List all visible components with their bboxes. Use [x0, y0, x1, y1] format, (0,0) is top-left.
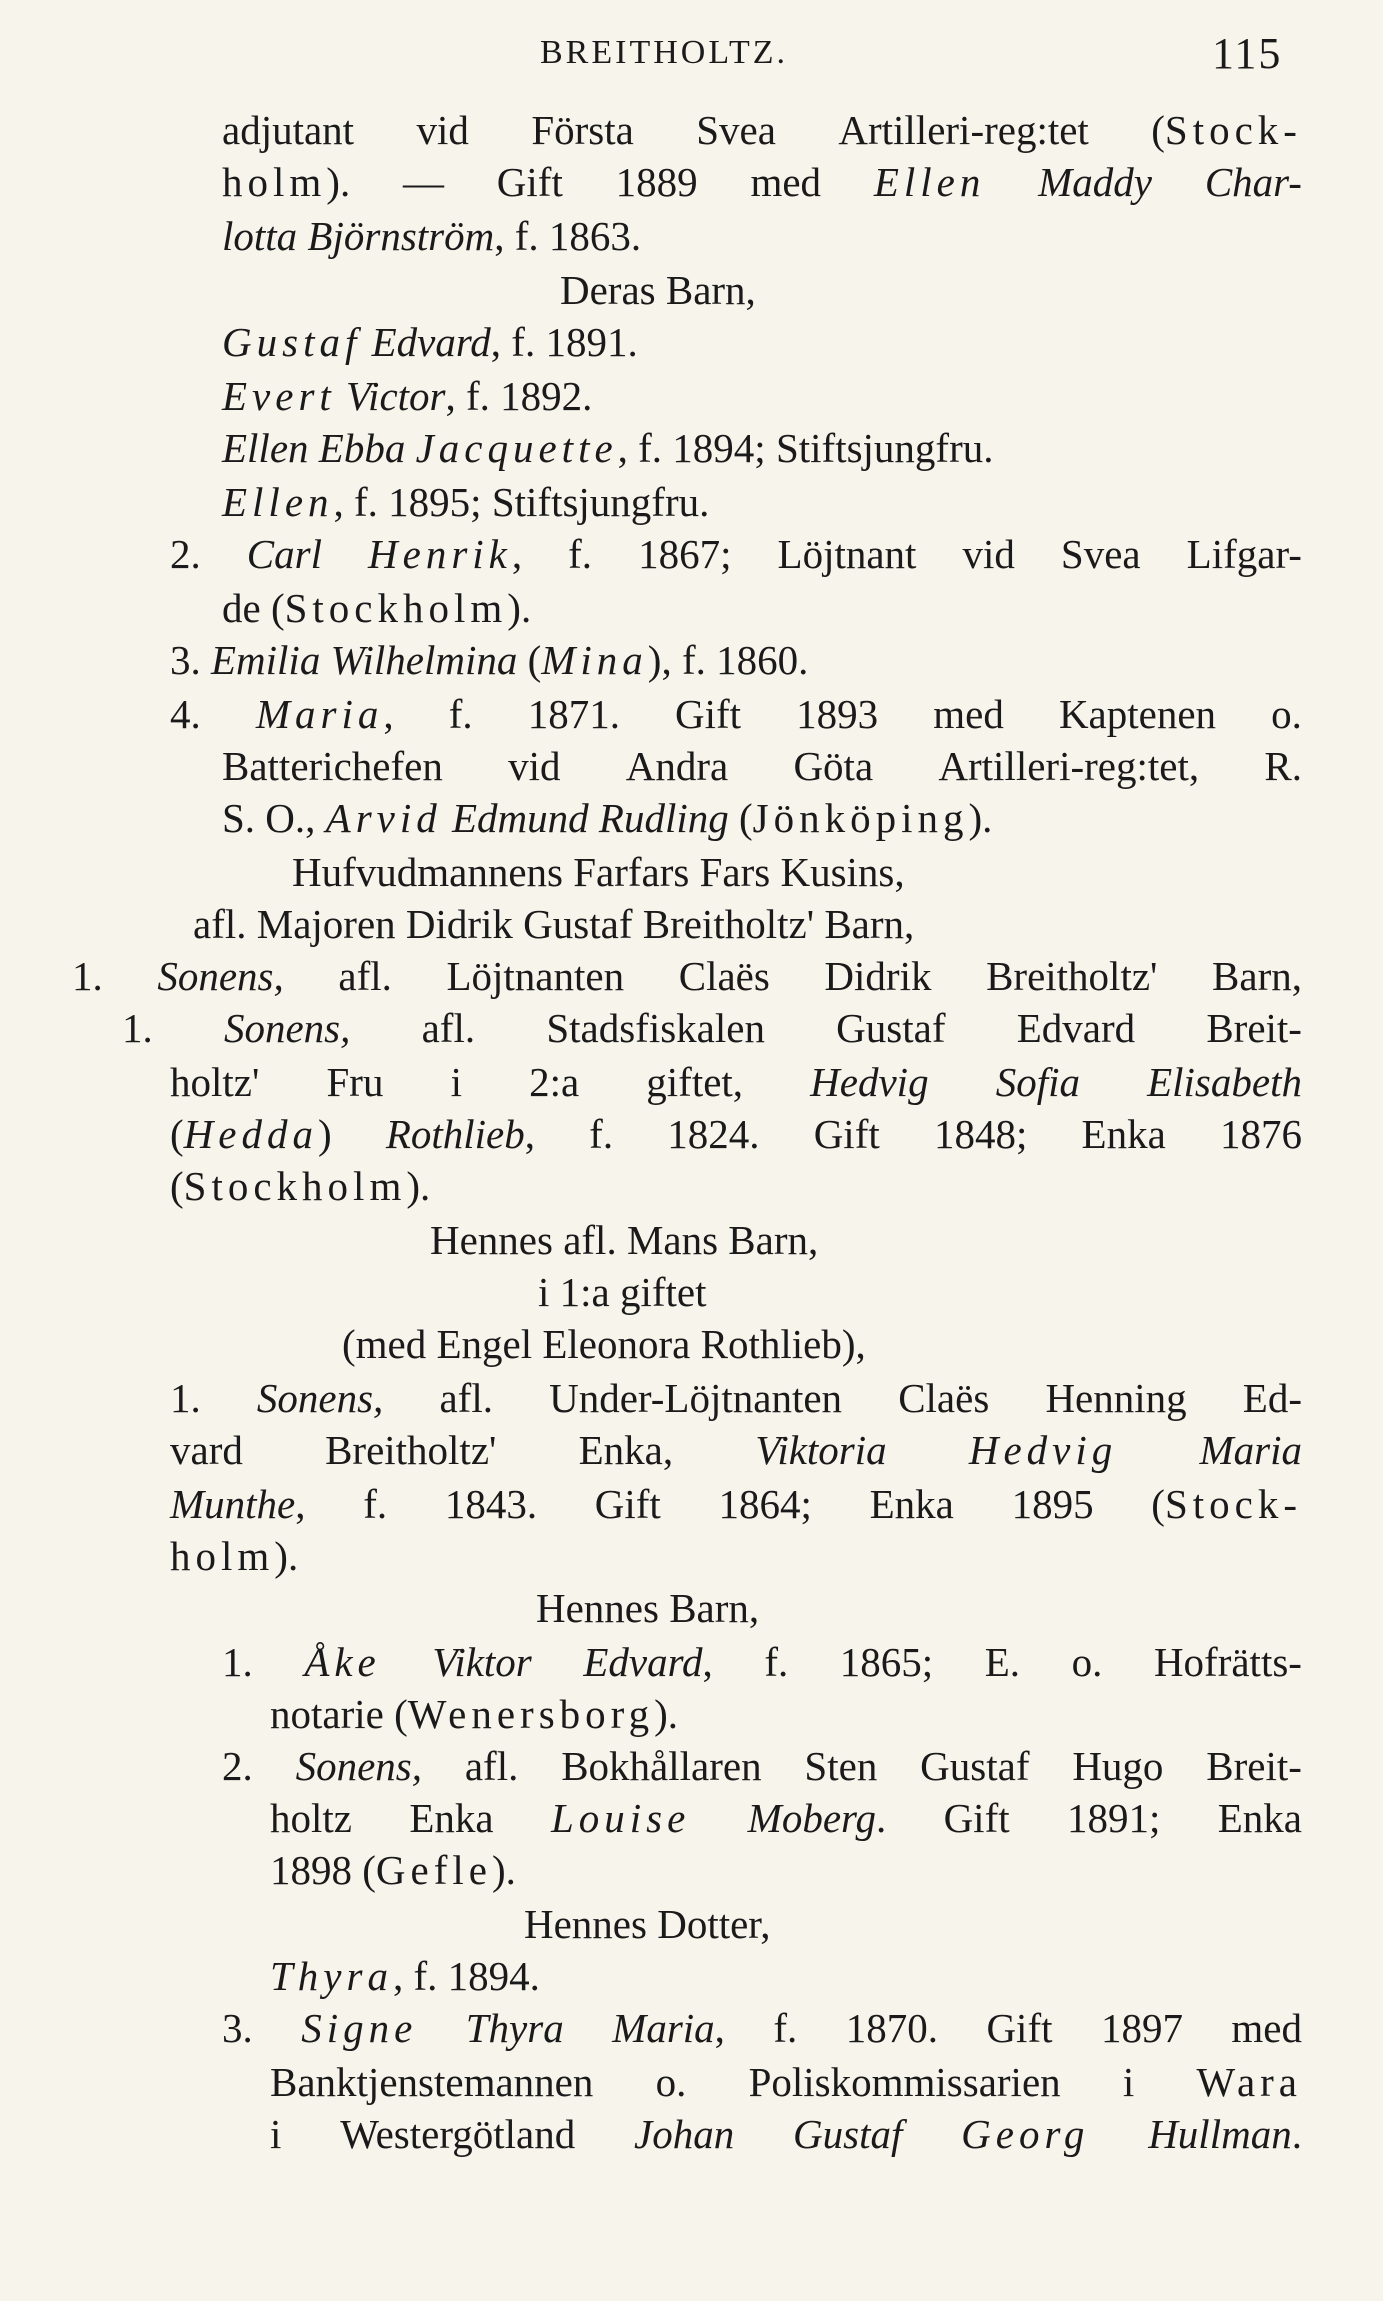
- word: med: [1231, 2005, 1302, 2051]
- text-line: [222, 422, 1240, 474]
- word: Claës: [678, 953, 770, 999]
- word: Göta: [793, 743, 874, 789]
- text-line: [270, 2056, 1302, 2108]
- word: Löjtnant: [777, 531, 917, 577]
- text-segment: Ellen Ebba: [222, 425, 416, 471]
- word: 2.: [222, 1743, 253, 1789]
- word: Åke: [304, 1639, 381, 1685]
- text-line: [536, 1582, 830, 1634]
- word: 1871.: [527, 691, 620, 737]
- word: Sten: [804, 1743, 878, 1789]
- word: afl.: [421, 1005, 476, 1051]
- word: Hedvig: [968, 1427, 1118, 1473]
- word: 1848;: [933, 1111, 1028, 1157]
- text-segment: ).: [507, 585, 532, 631]
- word: Georg: [961, 2111, 1090, 2157]
- text-segment: i 1:a giftet: [538, 1269, 707, 1315]
- word: Enka: [409, 1795, 494, 1841]
- word: 1.: [72, 953, 103, 999]
- text-segment: Gefle: [375, 1847, 492, 1893]
- text-segment: Stockholm: [183, 1163, 407, 1209]
- text-segment: notarie (: [270, 1691, 408, 1737]
- text-line: [222, 1740, 1302, 1792]
- text-line: [170, 1424, 1302, 1476]
- text-line: [270, 1688, 780, 1740]
- text-line: [222, 104, 1302, 156]
- word: Barn,: [1212, 953, 1302, 999]
- word: o.: [655, 2059, 687, 2105]
- word: Maddy: [1038, 159, 1153, 205]
- word: Kaptenen: [1058, 691, 1217, 737]
- text-line: [170, 528, 1302, 580]
- word: Maria: [1199, 1427, 1302, 1473]
- running-header: [0, 28, 1383, 88]
- text-line: [430, 1214, 940, 1266]
- word: Andra: [625, 743, 729, 789]
- word: Munthe,: [170, 1481, 306, 1527]
- word: Under-Löjtnanten: [549, 1375, 843, 1421]
- text-line: [72, 950, 1302, 1002]
- page-number: 115: [1212, 29, 1283, 78]
- word: Breit-: [1206, 1005, 1302, 1051]
- text-segment: holm: [170, 1533, 275, 1579]
- text-segment: S. O.,: [222, 795, 326, 841]
- text-segment: Arvid: [325, 795, 442, 841]
- word: Gift: [813, 1111, 880, 1157]
- text-line: [222, 740, 1302, 792]
- word: Sonens,: [256, 1375, 384, 1421]
- text-segment: Jacquette: [415, 425, 618, 471]
- text-segment: Evert: [222, 373, 336, 419]
- text-segment: ).: [406, 1163, 431, 1209]
- word: 1864;: [718, 1481, 812, 1527]
- word: vid: [416, 107, 469, 153]
- word: R.: [1264, 743, 1302, 789]
- word: f.: [363, 1481, 388, 1527]
- text-segment: , f. 1891.: [490, 319, 638, 365]
- word: Viktoria: [755, 1427, 887, 1473]
- text-line: [170, 1056, 1302, 1108]
- word: Signe: [301, 2005, 418, 2051]
- word: Viktor: [432, 1639, 532, 1685]
- text-line: [222, 582, 600, 634]
- word: Enka: [1217, 1795, 1302, 1841]
- word: vid: [508, 743, 561, 789]
- word: Westergötland: [340, 2111, 576, 2157]
- word: Artilleri-reg:tet: [838, 107, 1089, 153]
- text-segment: Victor: [346, 373, 446, 419]
- word: med: [933, 691, 1004, 737]
- text-segment: ).: [654, 1691, 678, 1737]
- word: Löjtnanten: [446, 953, 625, 999]
- text-line: [170, 1108, 1302, 1160]
- word: 4.: [170, 691, 201, 737]
- word: Didrik: [824, 953, 932, 999]
- word: Gustaf: [793, 2111, 903, 2157]
- text-segment: ).: [491, 1847, 516, 1893]
- word: Enka,: [578, 1427, 674, 1473]
- word: Char-: [1204, 159, 1302, 205]
- word: Sonens,: [295, 1743, 422, 1789]
- word: Elisabeth: [1147, 1059, 1302, 1105]
- word: Breitholtz': [325, 1427, 497, 1473]
- text-segment: Stockholm: [284, 585, 508, 631]
- running-title: BREITHOLTZ.: [540, 34, 789, 71]
- word: 1889: [615, 159, 698, 205]
- word: Gift: [943, 1795, 1010, 1841]
- word: E.: [984, 1639, 1021, 1685]
- word: Hugo: [1072, 1743, 1164, 1789]
- word: —: [403, 159, 444, 205]
- word: 3.: [222, 2005, 253, 2051]
- text-line: [170, 1372, 1302, 1424]
- word: Batterichefen: [222, 743, 443, 789]
- word: Edvard,: [583, 1639, 713, 1685]
- word: holtz: [270, 1795, 352, 1841]
- word: Ed-: [1242, 1375, 1302, 1421]
- word: Louise: [550, 1795, 691, 1841]
- text-line: [222, 1636, 1302, 1688]
- word: afl.: [338, 953, 392, 999]
- text-segment: Edmund Rudling: [452, 795, 729, 841]
- text-line: [538, 1266, 798, 1318]
- text-segment: Hennes Dotter,: [524, 1901, 771, 1947]
- text-line: [270, 1844, 580, 1896]
- word: Hullman.: [1148, 2111, 1302, 2157]
- word: Artilleri-reg:tet,: [938, 743, 1200, 789]
- word: 1867;: [638, 531, 732, 577]
- text-segment: 1898 (: [270, 1847, 376, 1893]
- text-line: [222, 792, 1240, 844]
- word: Gift: [594, 1481, 661, 1527]
- text-line: [222, 370, 720, 422]
- word: o.: [1271, 691, 1302, 737]
- word: Hedvig: [810, 1059, 929, 1105]
- text-segment: Wenersborg: [407, 1691, 655, 1737]
- word: 1895: [1011, 1481, 1094, 1527]
- word: f.: [568, 531, 593, 577]
- word: adjutant: [222, 107, 355, 153]
- word: f.: [764, 1639, 789, 1685]
- word: (Stock-: [1151, 107, 1302, 153]
- word: Ellen: [873, 159, 986, 205]
- word: Henrik,: [368, 531, 523, 577]
- text-line: [170, 1530, 400, 1582]
- word: Banktjenstemannen: [270, 2059, 594, 2105]
- text-segment: lotta Björnström: [222, 213, 495, 259]
- word: Breit-: [1206, 1743, 1302, 1789]
- text-segment: Hennes Barn,: [536, 1585, 760, 1631]
- word: f.: [448, 691, 473, 737]
- text-line: [170, 1160, 480, 1212]
- text-line: [270, 2108, 1302, 2160]
- text-segment: [336, 373, 346, 419]
- word: Gift: [496, 159, 563, 205]
- text-line: [270, 1792, 1302, 1844]
- word: Gustaf: [836, 1005, 946, 1051]
- word: vard: [170, 1427, 243, 1473]
- word: Moberg.: [747, 1795, 887, 1841]
- text-line: [270, 1950, 620, 2002]
- word: 1897: [1100, 2005, 1183, 2051]
- word: f.: [773, 2005, 798, 2051]
- word: vid: [962, 531, 1015, 577]
- text-line: [170, 634, 1010, 686]
- text-segment: [361, 319, 371, 365]
- text-segment: ).: [274, 1533, 299, 1579]
- text-line: [222, 316, 780, 368]
- text-line: [222, 156, 1302, 208]
- word: Edvard: [1016, 1005, 1136, 1051]
- word: 1824.: [667, 1111, 760, 1157]
- word: Lifgar-: [1186, 531, 1302, 577]
- text-segment: (med Engel Eleonora Rothlieb),: [342, 1321, 866, 1367]
- word: Hofrätts-: [1153, 1639, 1302, 1685]
- text-line: [222, 476, 880, 528]
- text-segment: Emilia Wilhelmina: [211, 637, 518, 683]
- text-segment: , f. 1895; Stiftsjungfru.: [333, 479, 710, 525]
- word: holm).: [222, 159, 351, 205]
- word: Wara: [1196, 2059, 1302, 2105]
- text-line: [222, 210, 760, 262]
- text-segment: Edvard: [371, 319, 491, 365]
- word: afl.: [464, 1743, 519, 1789]
- text-line: [122, 1002, 1302, 1054]
- word: Gift: [986, 2005, 1053, 2051]
- word: Bokhållaren: [561, 1743, 762, 1789]
- text-segment: de (: [222, 585, 285, 631]
- word: 2.: [170, 531, 201, 577]
- text-segment: (: [517, 637, 542, 683]
- text-segment: afl. Majoren Didrik Gustaf Breitholtz' Barn,: [193, 901, 915, 947]
- word: 1865;: [839, 1639, 934, 1685]
- word: 1.: [170, 1375, 201, 1421]
- word: Johan: [634, 2111, 735, 2157]
- text-segment: (: [728, 795, 753, 841]
- text-segment: , f. 1863.: [494, 213, 642, 259]
- text-segment: Thyra: [270, 1953, 393, 1999]
- text-line: [560, 264, 960, 316]
- word: 1876: [1219, 1111, 1302, 1157]
- word: Enka: [869, 1481, 954, 1527]
- word: Sonens,: [223, 1005, 351, 1051]
- text-line: [342, 1318, 1022, 1370]
- text-segment: 3.: [170, 637, 211, 683]
- text-segment: Hufvudmannens Farfars Fars Kusins,: [292, 849, 905, 895]
- text-segment: Gustaf: [222, 319, 362, 365]
- word: Breitholtz': [986, 953, 1158, 999]
- word: Enka: [1081, 1111, 1166, 1157]
- word: i: [450, 1059, 462, 1105]
- word: i: [1122, 2059, 1135, 2105]
- word: 1891;: [1066, 1795, 1161, 1841]
- word: Gift: [675, 691, 742, 737]
- word: 1.: [122, 1005, 153, 1051]
- word: Stadsfiskalen: [546, 1005, 765, 1051]
- word: afl.: [439, 1375, 493, 1421]
- word: Sonens,: [157, 953, 284, 999]
- word: Sofia: [995, 1059, 1080, 1105]
- word: Svea: [1060, 531, 1141, 577]
- word: holtz': [170, 1059, 260, 1105]
- word: 2:a: [529, 1059, 580, 1105]
- word: Poliskommissarien: [748, 2059, 1061, 2105]
- word: Carl: [246, 531, 322, 577]
- text-segment: Deras Barn,: [560, 267, 756, 313]
- word: Svea: [696, 107, 776, 153]
- word: o.: [1071, 1639, 1103, 1685]
- word: Thyra: [465, 2005, 564, 2051]
- text-segment: (: [170, 1163, 184, 1209]
- word: Första: [531, 107, 634, 153]
- word: (Stock-: [1151, 1481, 1302, 1527]
- word: Maria,: [255, 691, 394, 737]
- text-segment: ), f. 1860.: [647, 637, 809, 683]
- text-segment: , f. 1892.: [445, 373, 593, 419]
- word: Claës: [898, 1375, 990, 1421]
- word: giftet,: [646, 1059, 744, 1105]
- word: Maria,: [612, 2005, 725, 2051]
- text-segment: Ellen: [222, 479, 334, 525]
- text-segment: , f. 1894.: [392, 1953, 540, 1999]
- text-line: [170, 1478, 1302, 1530]
- text-line: [170, 688, 1302, 740]
- text-segment: , f. 1894; Stiftsjungfru.: [617, 425, 994, 471]
- text-line: [292, 846, 1090, 898]
- word: Gustaf: [920, 1743, 1030, 1789]
- text-segment: Mina: [541, 637, 648, 683]
- word: 1870.: [845, 2005, 938, 2051]
- text-line: [222, 2002, 1302, 2054]
- word: 1843.: [444, 1481, 538, 1527]
- text-line: [193, 898, 1152, 950]
- text-segment: Hennes afl. Mans Barn,: [430, 1217, 819, 1263]
- word: 1.: [222, 1639, 253, 1685]
- word: 1893: [796, 691, 879, 737]
- word: med: [750, 159, 822, 205]
- text-segment: ).: [968, 795, 993, 841]
- word: Fru: [326, 1059, 384, 1105]
- word: f.: [589, 1111, 614, 1157]
- text-line: [524, 1898, 844, 1950]
- text-segment: [442, 795, 452, 841]
- word: (Hedda): [170, 1111, 332, 1157]
- word: i: [270, 2111, 282, 2157]
- word: Henning: [1045, 1375, 1187, 1421]
- text-segment: Jönköping: [752, 795, 969, 841]
- word: Rothlieb,: [385, 1111, 535, 1157]
